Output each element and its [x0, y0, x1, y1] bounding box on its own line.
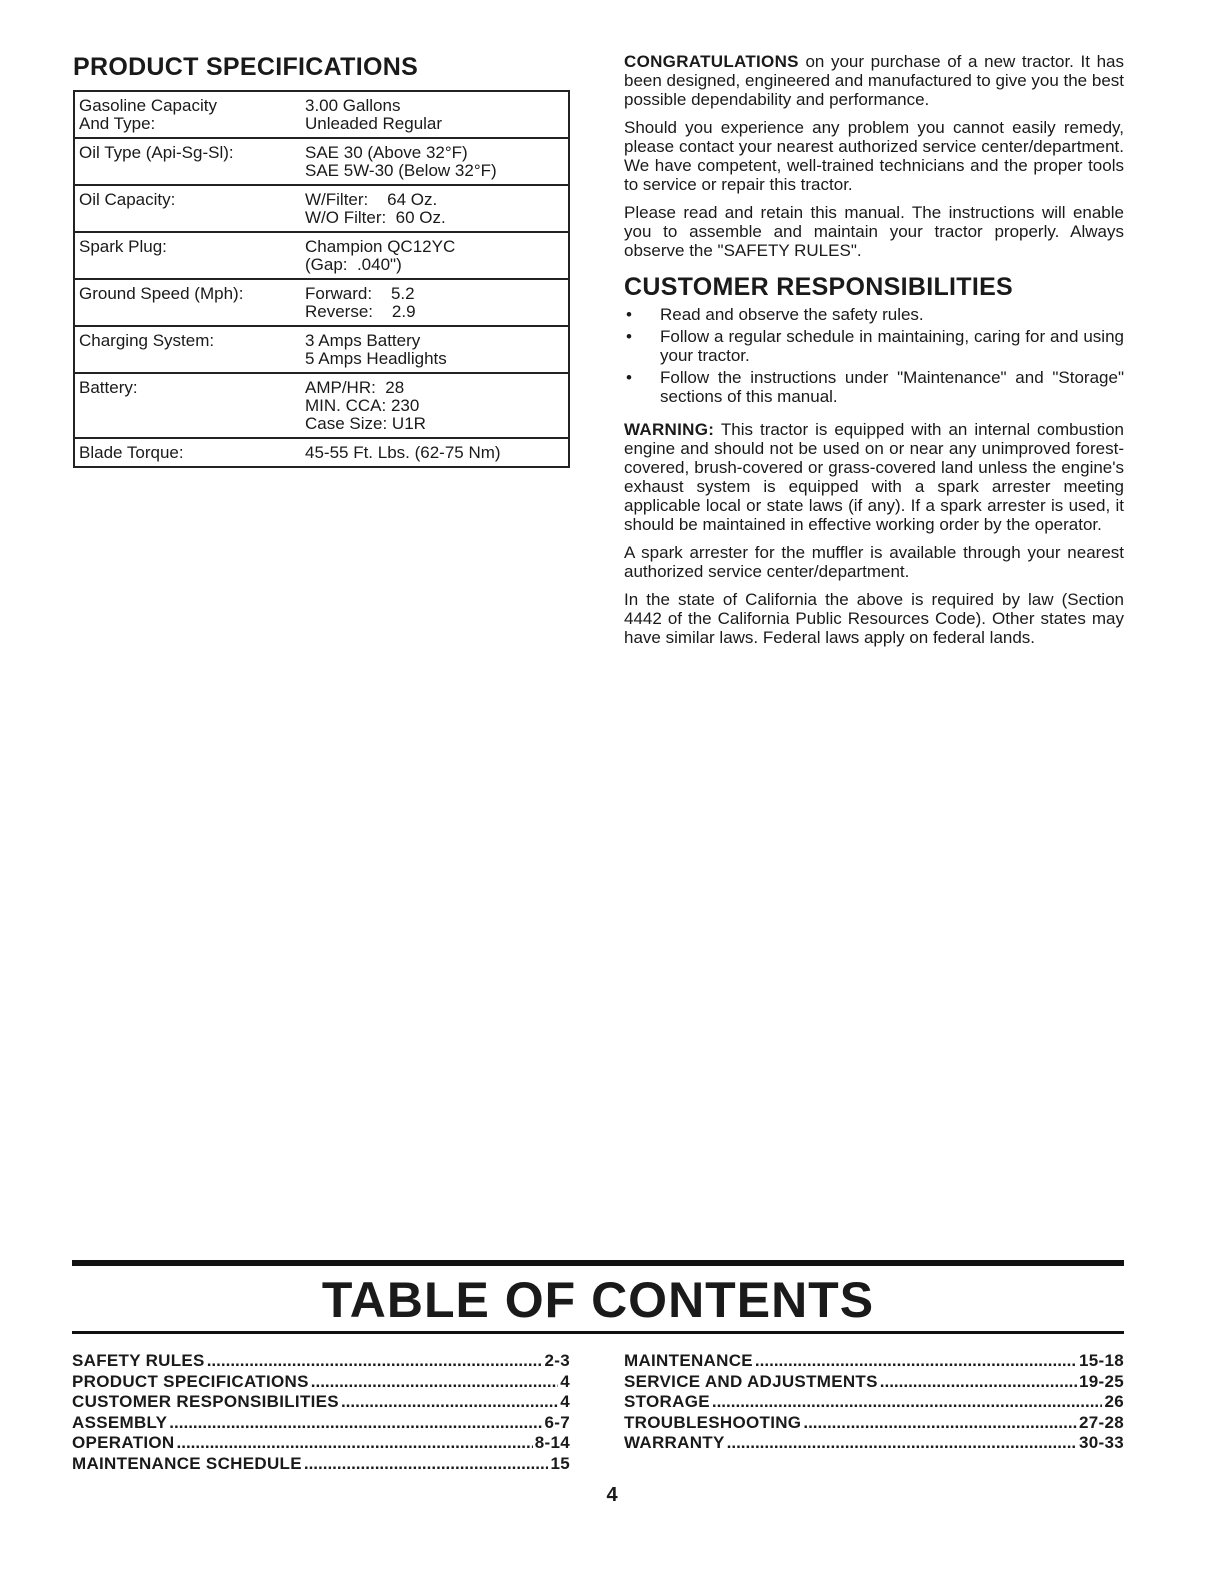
congratulations-lead: CONGRATULATIONS [624, 52, 799, 71]
spec-value: 3.00 Gallons Unleaded Regular [305, 96, 443, 133]
table-row [74, 373, 569, 438]
toc-entry[interactable]: OPERATION ..... 8-14 [72, 1433, 570, 1454]
table-row [74, 232, 569, 279]
toc-entry[interactable]: TROUBLESHOOTING ..... 27-28 [624, 1413, 1124, 1434]
toc-entry[interactable]: SAFETY RULES ..... 2-3 [72, 1351, 570, 1372]
list-item: • Follow a regular schedule in maintaining, caring for and using your tractor. [626, 327, 1124, 365]
toc-columns [72, 1351, 1124, 1474]
spec-value: 3 Amps Battery 5 Amps Headlights [301, 326, 569, 373]
list-item: • Read and observe the safety rules. [626, 305, 924, 324]
spec-label: Ground Speed (Mph): [74, 279, 301, 326]
warning-lead: WARNING: [624, 420, 715, 439]
divider [72, 1331, 1124, 1334]
toc-entry[interactable]: ASSEMBLY ..... 6-7 [72, 1413, 570, 1434]
toc-left-column [72, 1351, 570, 1474]
toc-entry[interactable]: MAINTENANCE ..... 15-18 [624, 1351, 1124, 1372]
service-paragraph: Should you experience any problem you cannot easily remedy, please contact your nearest authorized service center/department. We have competent, well-trained technicians and the proper tools to service or repair this tractor. [624, 118, 1124, 194]
table-row [74, 138, 569, 185]
warning-paragraph: WARNING: This tractor is equipped with an internal combustion engine and should not be used on or near any unimproved forest-covered, brush-covered or grass-covered land unless the engine's exhaust system is equipped with a spark arrester meeting applicable local or state laws (if any). If a spark arrester is used, it should be maintained in effective working order by the operator. [624, 420, 1124, 534]
spec-label: Blade Torque: [74, 438, 301, 467]
table-row [74, 279, 569, 326]
table-row [74, 438, 569, 467]
spec-value: AMP/HR: 28 MIN. CCA: 230 Case Size: U1R [301, 373, 569, 438]
table-row [74, 185, 569, 232]
manual-paragraph: Please read and retain this manual. The instructions will enable you to assemble and maintain your tractor properly. Always observe the "SAFETY RULES". [624, 203, 1124, 260]
spec-value: SAE 30 (Above 32°F) SAE 5W-30 (Below 32°F) [301, 138, 569, 185]
toc-entry[interactable]: MAINTENANCE SCHEDULE ..... 15 [72, 1454, 570, 1475]
toc-entry[interactable]: STORAGE ..... 26 [624, 1392, 1124, 1413]
bullet-icon: • [626, 327, 632, 346]
responsibilities-heading: CUSTOMER RESPONSIBILITIES [624, 273, 1014, 301]
table-row [74, 326, 569, 373]
table-row [74, 91, 569, 138]
spec-label: Oil Capacity: [74, 185, 301, 232]
list-item: • Follow the instructions under "Maintenance" and "Storage" sections of this manual. [626, 368, 1124, 406]
toc-heading: TABLE OF CONTENTS [321, 1272, 875, 1328]
spec-label: Charging System: [74, 326, 301, 373]
toc-right-column [624, 1351, 1124, 1474]
responsibilities-list [624, 305, 1124, 406]
bullet-icon: • [626, 368, 632, 387]
table-of-contents [72, 1260, 1124, 1474]
specifications-section [73, 52, 570, 468]
bullet-icon: • [626, 305, 632, 324]
page-number: 4 [606, 1484, 618, 1506]
spec-value: Forward: 5.2 Reverse: 2.9 [301, 279, 569, 326]
spec-value: W/Filter: 64 Oz. W/O Filter: 60 Oz. [301, 185, 569, 232]
spec-label: Battery: [74, 373, 301, 438]
spec-label: Gasoline Capacity And Type: [79, 96, 217, 133]
spec-value: Champion QC12YC (Gap: .040") [301, 232, 569, 279]
specifications-table [73, 90, 570, 468]
toc-entry[interactable]: PRODUCT SPECIFICATIONS ..... 4 [72, 1372, 570, 1393]
congratulations-paragraph: CONGRATULATIONS on your purchase of a new tractor. It has been designed, engineered and manufactured to give you the best possible dependability and performance. [624, 52, 1124, 109]
toc-entry[interactable]: SERVICE AND ADJUSTMENTS ..... 19-25 [624, 1372, 1124, 1393]
spec-value: 45-55 Ft. Lbs. (62-75 Nm) [301, 438, 569, 467]
toc-entry[interactable]: CUSTOMER RESPONSIBILITIES ..... 4 [72, 1392, 570, 1413]
intro-column [624, 52, 1124, 656]
toc-entry[interactable]: WARRANTY ..... 30-33 [624, 1433, 1124, 1454]
specifications-heading: PRODUCT SPECIFICATIONS [73, 53, 419, 81]
spec-label: Spark Plug: [74, 232, 301, 279]
arrester-paragraph: A spark arrester for the muffler is available through your nearest authorized service center/department. [624, 543, 1124, 581]
california-paragraph: In the state of California the above is required by law (Section 4442 of the California Public Resources Code). Other states may have similar laws. Federal laws apply on federal lands. [624, 590, 1124, 647]
spec-label: Oil Type (Api-Sg-Sl): [74, 138, 301, 185]
